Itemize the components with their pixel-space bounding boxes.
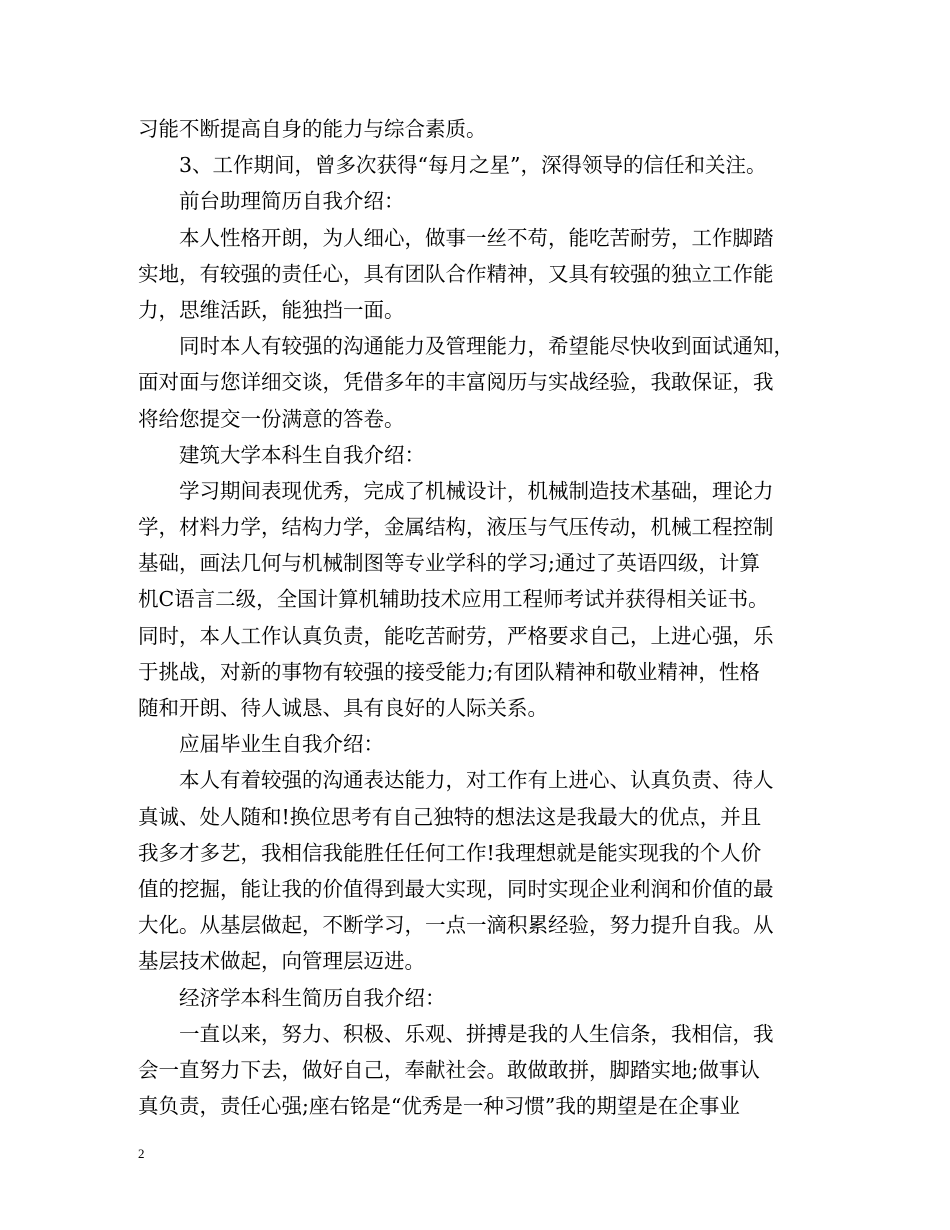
section-heading: 应届毕业生自我介绍： (179, 732, 384, 757)
text-line: 本人性格开朗，为人细心，做事一丝不苟，能吃苦耐劳，工作脚踏 (179, 225, 774, 250)
text-line: 本人有着较强的沟通表达能力，对工作有上进心、认真负责、待人 (179, 768, 774, 793)
text-line: 于挑战，对新的事物有较强的接受能力;有团队精神和敬业精神，性格 (138, 659, 760, 684)
text-line: 同时，本人工作认真负责，能吃苦耐劳，严格要求自己，上进心强，乐 (138, 623, 774, 648)
text-line: 同时本人有较强的沟通能力及管理能力，希望能尽快收到面试通知， (179, 334, 794, 359)
text-line: 学习期间表现优秀，完成了机械设计，机械制造技术基础，理论力 (179, 478, 774, 503)
section-heading: 建筑大学本科生自我介绍： (179, 442, 425, 467)
page-number: 2 (138, 1146, 145, 1161)
section-heading: 前台助理简历自我介绍： (179, 189, 405, 214)
text-line: 机C语言二级，全国计算机辅助技术应用工程师考试并获得相关证书。 (138, 587, 769, 612)
text-line: 基层技术做起，向管理层迈进。 (138, 949, 425, 974)
document-body (138, 111, 814, 1124)
text-line: 一直以来，努力、积极、乐观、拼搏是我的人生信条，我相信，我 (179, 1021, 774, 1046)
text-line: 习能不断提高自身的能力与综合素质。 (138, 117, 487, 141)
section-heading: 经济学本科生简历自我介绍： (179, 985, 446, 1010)
text-line: 将给您提交一份满意的答卷。 (138, 406, 405, 431)
text-line: 真诚、处人随和!换位思考有自己独特的想法这是我最大的优点，并且 (138, 804, 762, 829)
text-line: 基础，画法几何与机械制图等专业学科的学习;通过了英语四级，计算 (138, 551, 760, 576)
text-line: 值的挖掘，能让我的价值得到最大实现，同时实现企业利润和价值的最 (138, 876, 774, 901)
text-line: 实地，有较强的责任心，具有团队合作精神，又具有较强的独立工作能 (138, 261, 774, 286)
text-line: 学，材料力学，结构力学，金属结构，液压与气压传动，机械工程控制 (138, 515, 774, 540)
text-line: 3、工作期间，曾多次获得“每月之星”，深得领导的信任和关注。 (179, 153, 767, 178)
text-line: 会一直努力下去，做好自己，奉献社会。敢做敢拼，脚踏实地;做事认 (138, 1057, 760, 1082)
text-line: 面对面与您详细交谈，凭借多年的丰富阅历与实战经验，我敢保证，我 (138, 370, 774, 395)
text-line: 力，思维活跃，能独挡一面。 (138, 297, 405, 322)
text-line: 真负责，责任心强;座右铭是“优秀是一种习惯”我的期望是在企事业 (138, 1094, 740, 1119)
text-line: 随和开朗、待人诚恳、具有良好的人际关系。 (138, 696, 548, 720)
text-line: 大化。从基层做起，不断学习，一点一滴积累经验，努力提升自我。从 (138, 913, 774, 938)
text-line: 我多才多艺，我相信我能胜任任何工作!我理想就是能实现我的个人价 (138, 840, 762, 865)
